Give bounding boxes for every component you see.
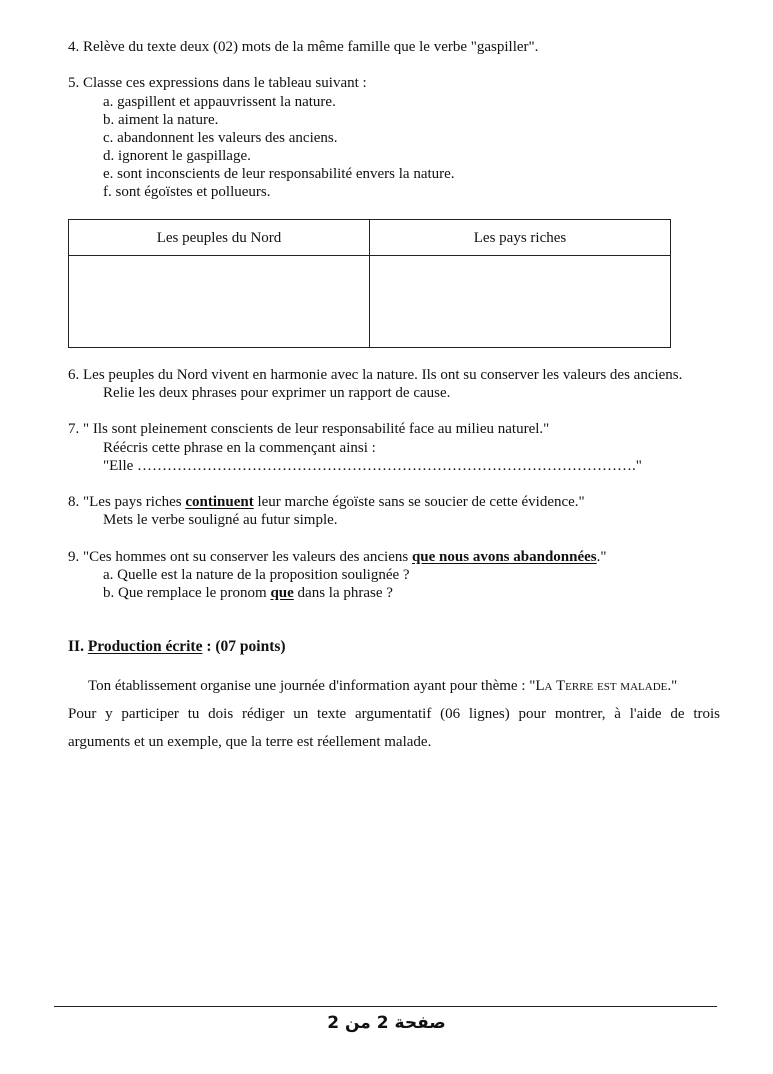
production-line-1-after: "	[671, 678, 678, 694]
footer-divider	[54, 1006, 717, 1007]
question-7-line-3: "Elle ………………………………………………………………………………………."	[103, 458, 642, 474]
question-9-item-a: a. Quelle est la nature de la proposition soulignée ?	[103, 567, 410, 583]
question-9-b-text-after: dans la phrase ?	[293, 585, 393, 601]
question-5-item-f: f. sont égoïstes et pollueurs.	[103, 184, 271, 200]
question-5-intro: 5. Classe ces expressions dans le tableau suivant :	[68, 75, 367, 91]
production-line-3: arguments et un exemple, que la terre est réellement malade.	[68, 734, 432, 750]
question-7-line-1: 7. " Ils sont pleinement conscients de leur responsabilité face au milieu naturel."	[68, 421, 550, 437]
table-cell-pays-riches	[370, 256, 671, 348]
section-points: : (07 points)	[202, 638, 286, 655]
question-7-line-2: Réécris cette phrase en la commençant ainsi :	[103, 440, 376, 456]
question-5-item-e: e. sont inconscients de leur responsabilité envers la nature.	[103, 166, 455, 182]
table-header-peuples-du-nord: Les peuples du Nord	[69, 220, 370, 256]
question-4: 4. Relève du texte deux (02) mots de la même famille que le verbe "gaspiller".	[68, 39, 539, 55]
production-theme: La Terre est malade.	[535, 678, 672, 694]
page-number: صفحة 2 من 2	[327, 1013, 446, 1033]
question-8-text-before: 8. "Les pays riches	[68, 494, 186, 510]
classification-table	[68, 219, 671, 348]
section-title: Production écrite	[87, 638, 203, 655]
question-9-b-text-before: b. Que remplace le pronom	[103, 585, 271, 601]
question-9-text-before: 9. "Ces hommes ont su conserver les valeurs des anciens	[68, 549, 412, 565]
underlined-clause: que nous avons abandonnées	[411, 549, 597, 565]
underlined-pronoun: que	[270, 585, 294, 601]
underlined-verb: continuent	[185, 494, 254, 510]
question-9-text-after: ."	[596, 549, 607, 565]
question-5-item-b: b. aiment la nature.	[103, 112, 219, 128]
section-numeral: II.	[68, 638, 88, 655]
production-line-1	[88, 677, 677, 695]
production-line-2: Pour y participer tu dois rédiger un texte argumentatif (06 lignes) pour montrer, à l'aide de trois	[68, 706, 720, 722]
question-5-item-c: c. abandonnent les valeurs des anciens.	[103, 130, 338, 146]
table-header-pays-riches: Les pays riches	[370, 220, 671, 256]
section-heading	[68, 638, 286, 656]
question-8-text-after: leur marche égoïste sans se soucier de cette évidence."	[253, 494, 585, 510]
production-line-1-before: Ton établissement organise une journée d'information ayant pour thème : "	[88, 678, 536, 694]
question-8-line-1	[68, 493, 585, 511]
table-cell-peuples-du-nord	[69, 256, 370, 348]
question-5-item-a: a. gaspillent et appauvrissent la nature.	[103, 94, 336, 110]
question-6-line-1: 6. Les peuples du Nord vivent en harmonie avec la nature. Ils ont su conserver les valeurs des anciens.	[68, 367, 683, 383]
question-9-line-1	[68, 548, 607, 566]
question-9-item-b	[103, 584, 393, 602]
question-8-line-2: Mets le verbe souligné au futur simple.	[103, 512, 338, 528]
question-5-item-d: d. ignorent le gaspillage.	[103, 148, 251, 164]
question-6-line-2: Relie les deux phrases pour exprimer un rapport de cause.	[103, 385, 451, 401]
